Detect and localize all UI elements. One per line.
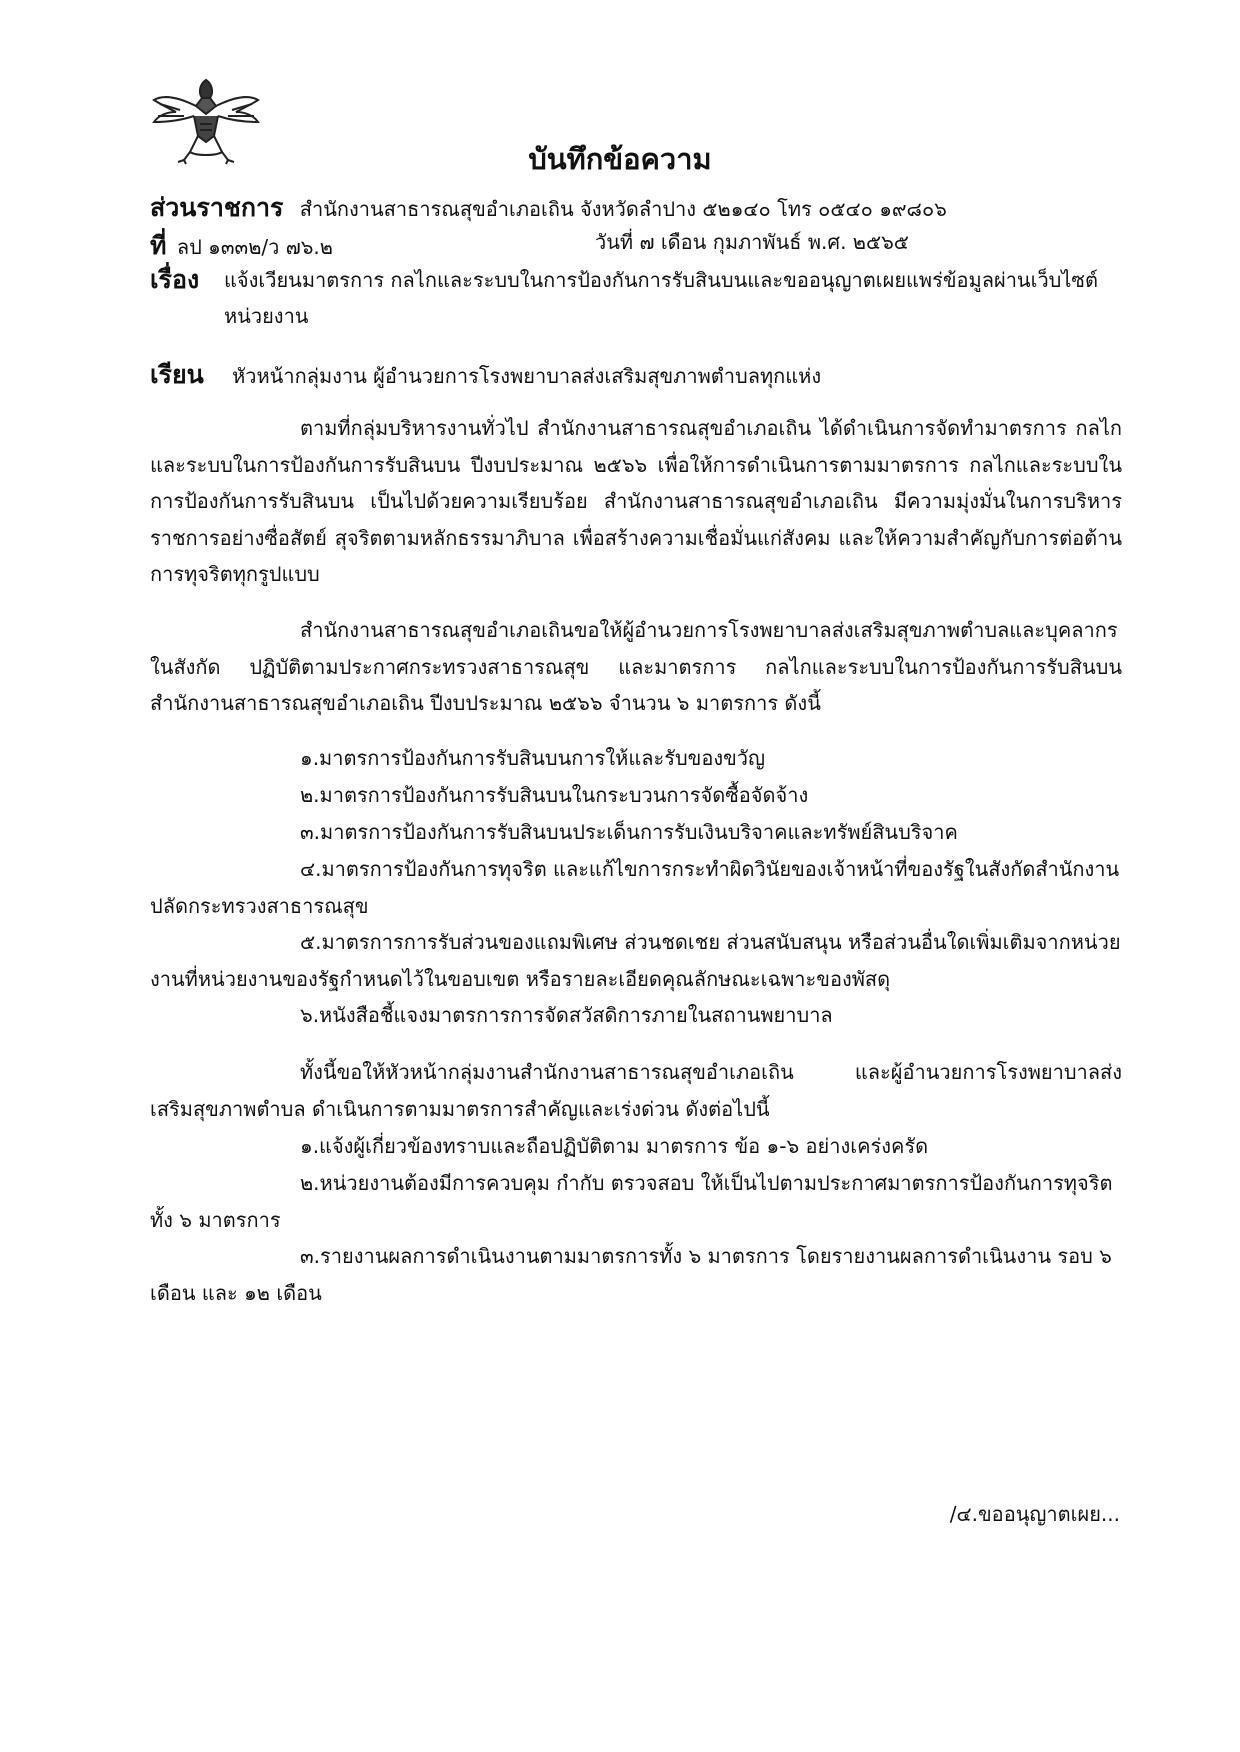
paragraph-3: ทั้งนี้ขอให้หัวหน้ากลุ่มงานสำนักงานสาธารณสุขอำเภอเถิน และผู้อำนวยการโรงพยาบาลส่งเสริมสุขภาพตำบล ดำเนินการตามมาตรการสำคัญและเร่งด่วน ดังต่อไปนี้ <box>150 1060 1122 1121</box>
salutation-value: หัวหน้ากลุ่มงาน ผู้อำนวยการโรงพยาบาลส่งเสริมสุขภาพตำบลทุกแห่ง <box>232 364 822 388</box>
paragraph-2: สำนักงานสาธารณสุขอำเภอเถินขอให้ผู้อำนวยการโรงพยาบาลส่งเสริมสุขภาพตำบลและบุคลากรในสังกัด ปฏิบัติตามประกาศกระทรวงสาธารณสุข และมาตรการ กลไกและระบบในการป้องกันการรับสินบน สำนักงานสาธารณสุขอำเภอเถิน ปีงบประมาณ ๒๕๖๖ จำนวน ๖ มาตรการ ดังนี้ <box>150 618 1122 715</box>
action-item-3: ๓.รายงานผลการดำเนินงานตามมาตรการทั้ง ๖ มาตรการ โดยรายงานผลการดำเนินงาน รอบ ๖ เดือน และ ๑๒ เดือน <box>150 1244 1112 1305</box>
agency-line <box>150 188 947 228</box>
subject-value: แจ้งเวียนมาตรการ กลไกและระบบในการป้องกันการรับสินบนและขออนุญาตเผยแพร่ข้อมูลผ่านเว็บไซต์หน่วยงาน <box>224 268 1098 328</box>
continuation-note: /๔.ขออนุญาตเผย... <box>949 1502 1120 1526</box>
agency-value: สำนักงานสาธารณสุขอำเภอเถิน จังหวัดลำปาง ๕๒๑๔๐ โทร ๐๕๔๐ ๑๙๘๐๖ <box>299 197 947 221</box>
subject-label-wrap <box>150 260 199 300</box>
measure-item-1: ๑.มาตรการป้องกันการรับสินบนการให้และรับของขวัญ <box>300 746 766 770</box>
action-item-1: ๑.แจ้งผู้เกี่ยวข้องทราบและถือปฏิบัติตาม มาตรการ ข้อ ๑-๖ อย่างเคร่งครัด <box>300 1134 929 1158</box>
reference-number: ลป ๑๓๓๒/ว ๗๖.๒ <box>176 235 333 259</box>
measure-item-2: ๒.มาตรการป้องกันการรับสินบนในกระบวนการจัดซื้อจัดจ้าง <box>300 783 809 807</box>
measure-item-3: ๓.มาตรการป้องกันการรับสินบนประเด็นการรับเงินบริจาคและทรัพย์สินบริจาค <box>300 820 958 844</box>
action-item-2: ๒.หน่วยงานต้องมีการควบคุม กำกับ ตรวจสอบ ให้เป็นไปตามประกาศมาตรการป้องกันการทุจริต ทั้ง ๖ มาตรการ <box>150 1171 1113 1232</box>
measure-item-6: ๖.หนังสือชี้แจงมาตรการการจัดสวัสดิการภายในสถานพยาบาล <box>300 1003 833 1027</box>
paragraph-1: ตามที่กลุ่มบริหารงานทั่วไป สำนักงานสาธารณสุขอำเภอเถิน ได้ดำเนินการจัดทำมาตรการ กลไกและระบบในการป้องกันการรับสินบน ปีงบประมาณ ๒๕๖๖ เพื่อให้การดำเนินการตามมาตรการ กลไกและระบบในการป้องกันการรับสินบน เป็นไปด้วยความเรียบร้อย สำนักงานสาธารณสุขอำเภอเถิน มีความมุ่งมั่นในการบริหารราชการอย่างซื่อสัตย์ สุจริตตามหลักธรรมาภิบาล เพื่อสร้างความเชื่อมั่นแก่สังคม และให้ความสำคัญกับการต่อต้านการทุจริตทุกรูปแบบ <box>150 416 1122 586</box>
measure-item-5: ๕.มาตรการการรับส่วนของแถมพิเศษ ส่วนชดเชย ส่วนสนับสนุน หรือส่วนอื่นใดเพิ่มเติมจากหน่วยงานที่หน่วยงานของรัฐกำหนดไว้ในขอบเขต หรือรายละเอียดคุณลักษณะเฉพาะของพัสดุ <box>150 930 1121 991</box>
agency-label: ส่วนราชการ <box>150 193 284 222</box>
salutation-label: เรียน <box>150 360 204 389</box>
document-title: บันทึกข้อความ <box>528 142 712 176</box>
reference-label: ที่ <box>150 231 167 260</box>
salutation-line <box>150 355 821 395</box>
subject-label: เรื่อง <box>150 265 200 294</box>
measure-item-4: ๔.มาตรการป้องกันการทุจริต และแก้ไขการกระทำผิดวินัยของเจ้าหน้าที่ของรัฐในสังกัดสำนักงานปลัดกระทรวงสาธารณสุข <box>150 857 1120 918</box>
date-text: วันที่ ๗ เดือน กุมภาพันธ์ พ.ศ. ๒๕๖๕ <box>595 230 909 254</box>
